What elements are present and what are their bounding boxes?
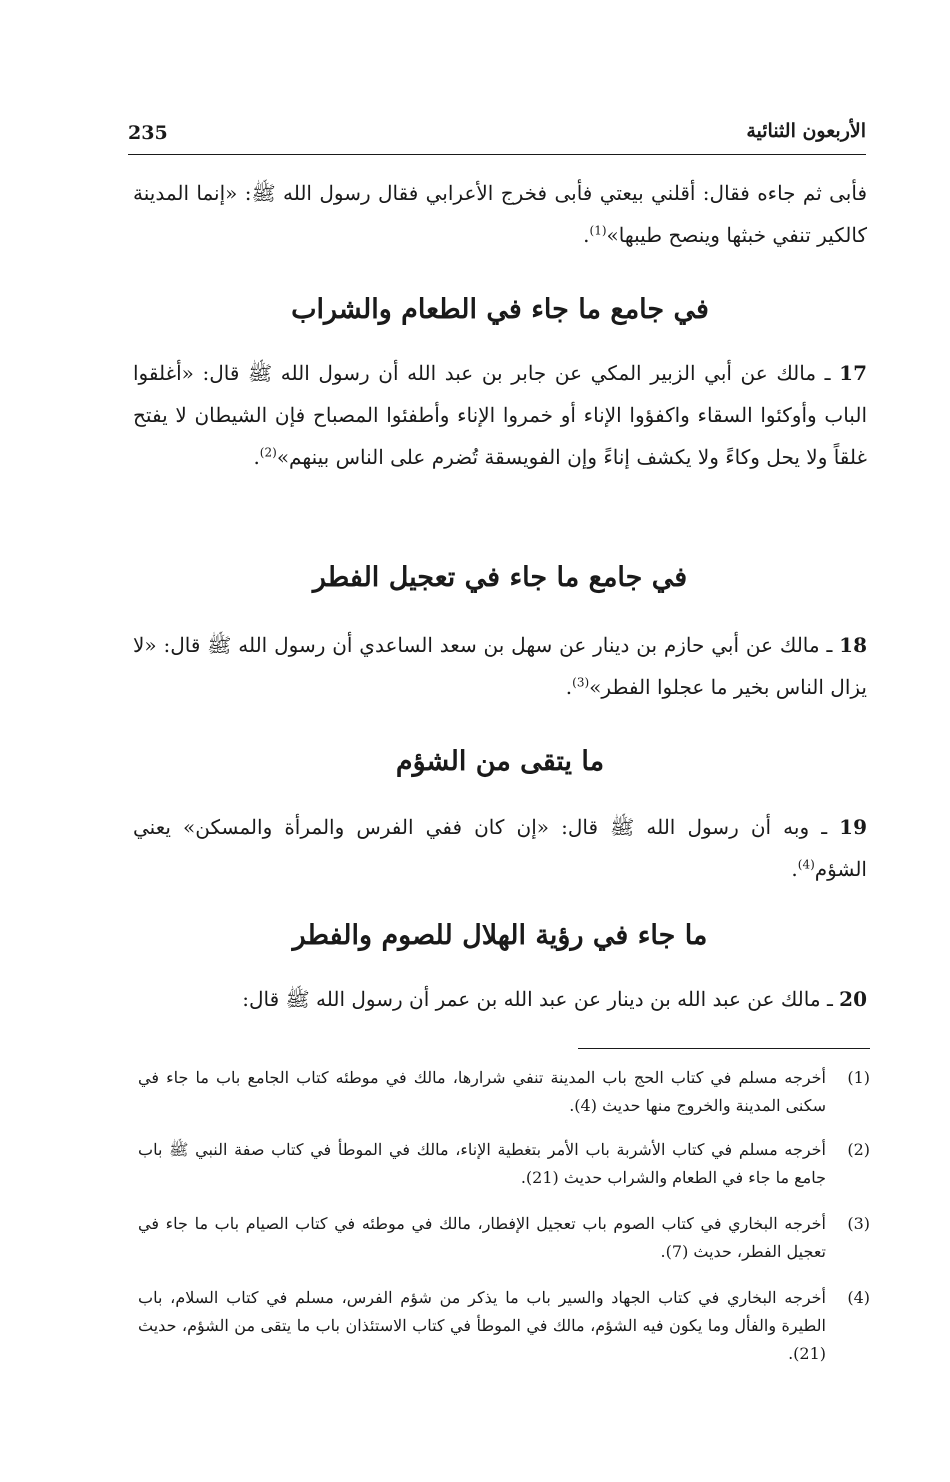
footnote-ref: (4) xyxy=(797,857,815,872)
footnote-text: أخرجه البخاري في كتاب الصوم باب تعجيل الإفطار، مالك في موطئه في كتاب الصيام باب ما جاء في تعجيل الفطر، حديث (7). xyxy=(138,1214,826,1261)
footnote-ref: (2) xyxy=(259,445,277,460)
hadith-block xyxy=(133,978,867,1020)
hadith-number: 19 xyxy=(839,815,868,839)
intro-text: فأبى ثم جاءه فقال: أقلني بيعتي فأبى فخرج الأعرابي فقال رسول الله ﷺ: «إنما المدينة كالكير تنفي خبثها وينصح طيبها» xyxy=(133,181,867,247)
footnote xyxy=(138,1064,870,1120)
hadith-paragraph: 17 ـ مالك عن أبي الزبير المكي عن جابر بن عبد الله أن رسول الله ﷺ قال: «أغلقوا الباب وأوكئوا السقاء واكفؤوا الإناء أو خمروا الإناء وأطفئوا المصباح فإن الشيطان لا يفتح غلقاً ولا يحل وكاءً ولا يكشف إناءً وإن الفويسقة تُضرم على الناس بينهم»$^{(2)}$. xyxy=(133,361,868,469)
hadith-block xyxy=(133,624,867,708)
footnote-number: (1) xyxy=(847,1068,870,1087)
footnote-text: أخرجه مسلم في كتاب الحج باب المدينة تنفي شرارها، مالك في موطئه كتاب الجامع باب ما جاء في سكنى المدينة والخروج منها حديث (4). xyxy=(138,1068,826,1115)
section-heading: ما يتقى من الشؤم xyxy=(395,746,605,777)
section-heading: ما جاء في رؤية الهلال للصوم والفطر xyxy=(292,920,708,951)
hadith-text: ـ مالك عن أبي حازم بن دينار عن سهل بن سعد الساعدي أن رسول الله ﷺ قال: «لا يزال الناس بخير ما عجلوا الفطر» xyxy=(133,633,867,699)
hadith-paragraph: 19 ـ وبه أن رسول الله ﷺ قال: «إن كان ففي الفرس والمرأة والمسكن» يعني الشؤم$^{(4)}$. xyxy=(133,815,868,881)
intro-paragraph: فأبى ثم جاءه فقال: أقلني بيعتي فأبى فخرج الأعرابي فقال رسول الله ﷺ: «إنما المدينة كالكير تنفي خبثها وينصح طيبها»$^{(1)}$. xyxy=(133,181,867,247)
page-header xyxy=(128,118,866,155)
running-title: الأربعون الثنائية xyxy=(746,120,866,142)
footnote xyxy=(138,1136,870,1192)
footnote-ref: (1) xyxy=(589,223,607,238)
footnote-number: (3) xyxy=(847,1214,870,1233)
hadith-paragraph: 18 ـ مالك عن أبي حازم بن دينار عن سهل بن سعد الساعدي أن رسول الله ﷺ قال: «لا يزال الناس بخير ما عجلوا الفطر»$^{(3)}$. xyxy=(133,633,867,699)
intro-paragraph-block xyxy=(133,172,867,256)
hadith-number: 20 xyxy=(839,987,867,1011)
footnote-text: أخرجه البخاري في كتاب الجهاد والسير باب ما يذكر من شؤم الفرس، مسلم في كتاب السلام، باب الطيرة والفأل وما يكون فيه الشؤم، مالك في الموطأ في كتاب الاستئذان باب ما يتقى من الشؤم، حديث (21). xyxy=(138,1288,826,1363)
footnote-number: (4) xyxy=(847,1288,870,1307)
footnote-text: أخرجه مسلم في كتاب الأشربة باب الأمر بتغطية الإناء، مالك في الموطأ في كتاب صفة النبي ﷺ باب جامع ما جاء في الطعام والشراب حديث (21). xyxy=(138,1140,826,1187)
hadith-block xyxy=(133,806,867,890)
section-heading: في جامع ما جاء في الطعام والشراب xyxy=(291,294,709,325)
hadith-number: 18 xyxy=(839,633,867,657)
footnote-separator xyxy=(578,1048,870,1049)
hadith-number: 17 xyxy=(839,361,868,385)
page-number: 235 xyxy=(128,122,168,144)
hadith-text: ـ مالك عن أبي الزبير المكي عن جابر بن عبد الله أن رسول الله ﷺ قال: «أغلقوا الباب وأوكئوا السقاء واكفؤوا الإناء أو خمروا الإناء وأطفئوا المصباح فإن الشيطان لا يفتح غلقاً ولا يحل وكاءً ولا يكشف إناءً وإن الفويسقة تُضرم على الناس بينهم» xyxy=(133,361,867,469)
footnote-ref: (3) xyxy=(572,675,590,690)
footnote xyxy=(138,1210,870,1266)
footnote-number: (2) xyxy=(847,1140,870,1159)
footnote xyxy=(138,1284,870,1368)
section-heading: في جامع ما جاء في تعجيل الفطر xyxy=(312,562,688,593)
hadith-block xyxy=(133,352,867,478)
hadith-paragraph xyxy=(133,978,867,1020)
hadith-text: ـ مالك عن عبد الله بن دينار عن عبد الله بن عمر أن رسول الله ﷺ قال: xyxy=(242,987,833,1011)
hadith-text: ـ وبه أن رسول الله ﷺ قال: «إن كان ففي الفرس والمرأة والمسكن» يعني الشؤم xyxy=(133,815,867,881)
